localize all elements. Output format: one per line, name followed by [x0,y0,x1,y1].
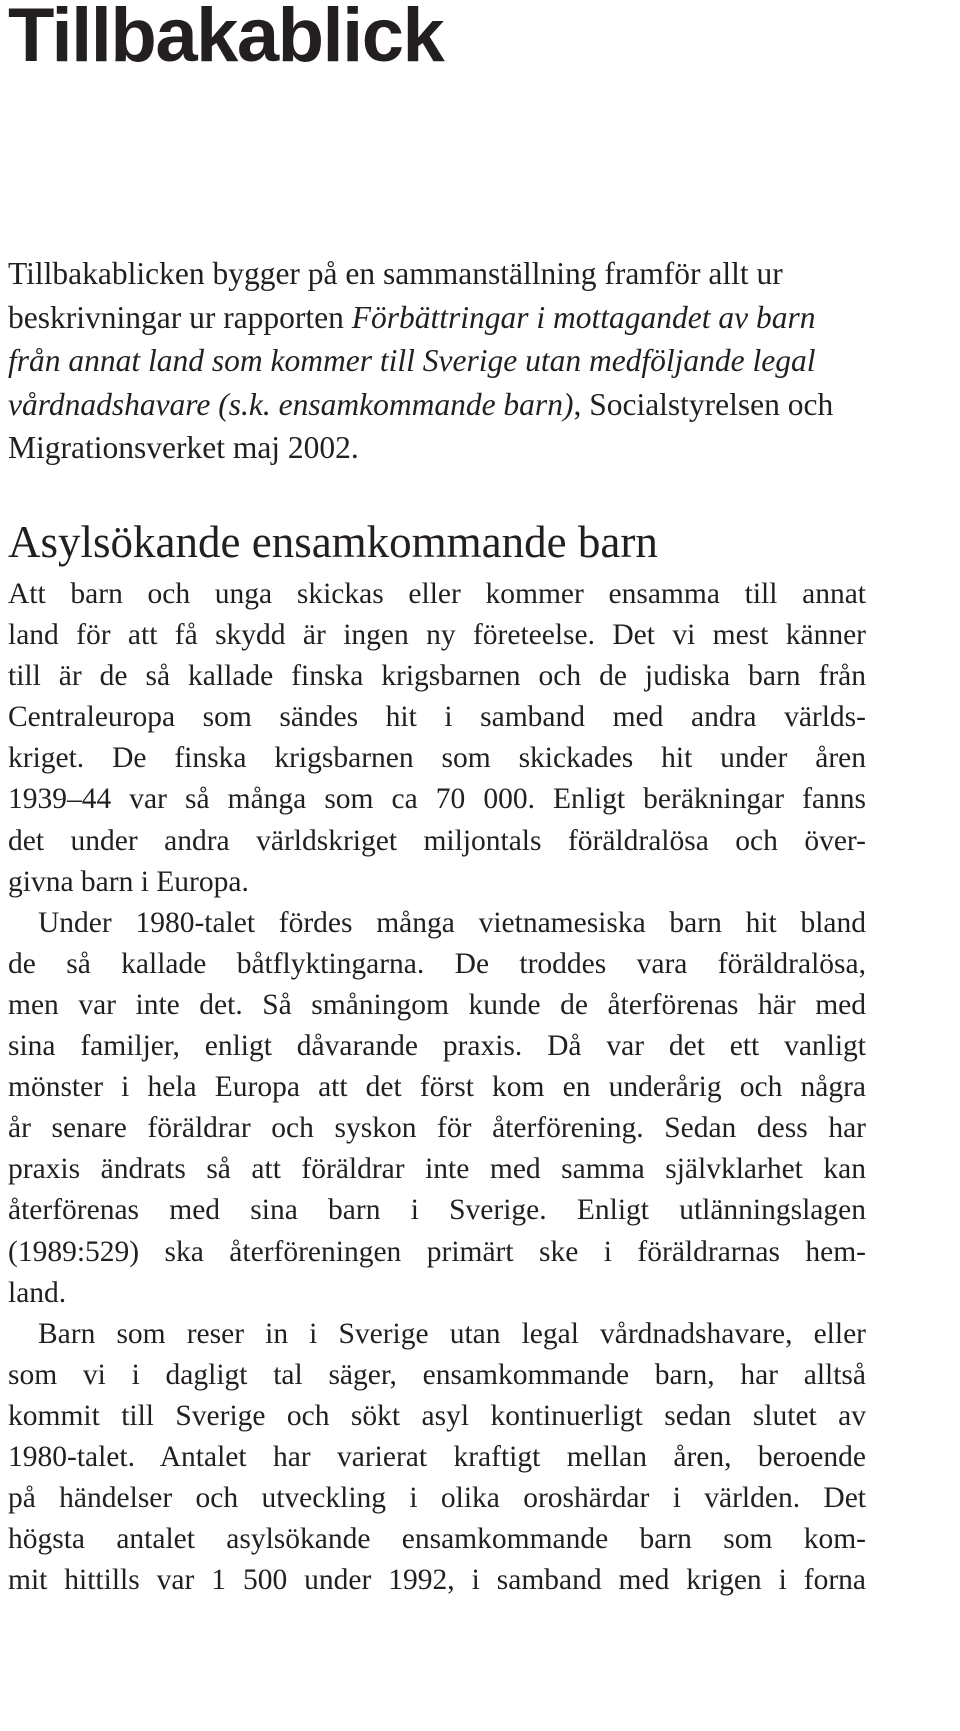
text-line: land för att få skydd är ingen ny företeelse. Det vi mest känner [8,619,866,652]
text-line: det under andra världskriget miljontals föräldralösa och över- [8,824,866,857]
text-line: 1980-talet. Antalet har varierat kraftigt mellan åren, beroende [8,1440,866,1473]
intro-paragraph [8,252,866,470]
intro-line [8,339,866,383]
text-line: kriget. De finska krigsbarnen som skickades hit under åren [8,742,866,775]
text-line: (1989:529) ska återföreningen primärt ske i föräldrarnas hem- [8,1235,866,1268]
text-line: Centraleuropa som sändes hit i samband med andra världs- [8,701,866,734]
text-line: 1939–44 var så många som ca 70 000. Enligt beräkningar fanns [8,783,866,816]
text-line: kommit till Sverige och sökt asyl kontinuerligt sedan slutet av [8,1399,866,1432]
text-line: praxis ändrats så att föräldrar inte med samma självklarhet kan [8,1153,866,1186]
report-title: Förbättringar i mottagandet av barn [351,299,816,335]
text-line: mönster i hela Europa att det först kom en underårig och några [8,1071,866,1104]
text-line: högsta antalet asylsökande ensamkommande barn som kom- [8,1523,866,1556]
text-line: till är de så kallade finska krigsbarnen och de judiska barn från [8,660,866,693]
text-line: sina familjer, enligt dåvarande praxis. Då var det ett vanligt [8,1030,866,1063]
text-line: som vi i dagligt tal säger, ensamkommande barn, har alltså [8,1358,866,1391]
section-heading: Asylsökande ensamkommande barn [8,517,658,567]
intro-line: Migrationsverket maj 2002. [8,430,359,465]
text-line: land. [8,1276,67,1309]
text-line: givna barn i Europa. [8,865,249,898]
intro-line: Tillbakablicken bygger på en sammanställning framför allt ur [8,256,783,291]
intro-line: vårdnadshavare (s.k. ensamkommande barn), Socialstyrelsen och [8,386,834,422]
text-line: Barn som reser in i Sverige utan legal vårdnadshavare, eller [38,1317,866,1350]
text-line: återförenas med sina barn i Sverige. Enligt utlänningslagen [8,1194,866,1227]
text-line: mit hittills var 1 500 under 1992, i samband med krigen i forna [8,1564,866,1597]
section-body [8,574,866,1601]
text-line: men var inte det. Så småningom kunde de återförenas här med [8,988,866,1021]
report-title: från annat land som kommer till Sverige utan medföljande legal [8,343,816,378]
report-title: vårdnadshavare (s.k. ensamkommande barn) [8,386,574,422]
text-line: på händelser och utveckling i olika oroshärdar i världen. Det [8,1482,866,1515]
text-line: år senare föräldrar och syskon för återförening. Sedan dess har [8,1112,866,1145]
intro-line: beskrivningar ur rapporten Förbättringar i mottagandet av barn [8,299,816,335]
text-line: Under 1980-talet fördes många vietnamesiska barn hit bland [38,906,866,939]
text-line: Att barn och unga skickas eller kommer ensamma till annat [8,578,866,610]
page-title: Tillbakablick [8,0,444,78]
text-line: de så kallade båtflyktingarna. De troddes vara föräldralösa, [8,947,866,980]
